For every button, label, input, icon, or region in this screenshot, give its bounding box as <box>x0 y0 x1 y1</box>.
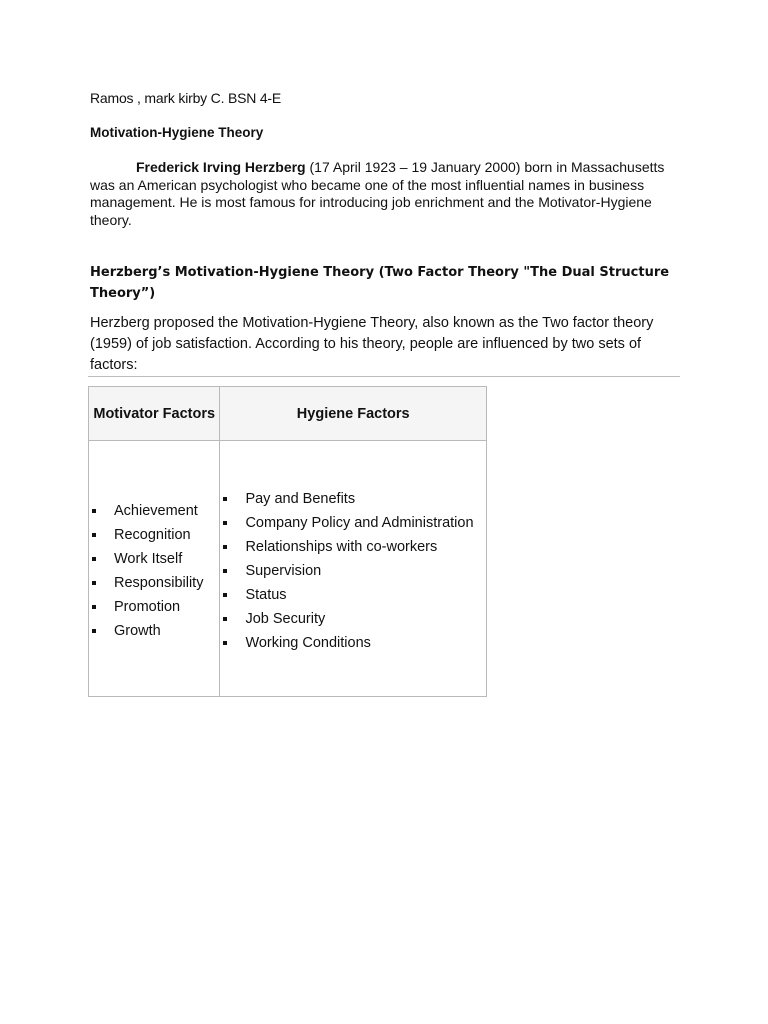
section-heading: Herzberg’s Motivation-Hygiene Theory (Two Factor Theory "The Dual Structure Theory”) <box>90 265 670 301</box>
intro-text: (17 April 1923 – 19 January 2000) born in Massachusetts was an American psychologist who became one of the most influential names in business management. He is most famous for introducing job enrichment and the Motivator-Hygiene theory. <box>90 159 665 228</box>
list-item: Supervision <box>220 559 486 583</box>
list-item: Work Itself <box>89 547 219 571</box>
horizontal-rule <box>88 376 680 377</box>
list-item: Working Conditions <box>220 631 486 655</box>
intro-name: Frederick Irving Herzberg <box>136 159 306 175</box>
list-item: Achievement <box>89 499 219 523</box>
document-title: Motivation-Hygiene Theory <box>90 125 264 140</box>
intro-paragraph <box>90 159 690 229</box>
list-item: Recognition <box>89 523 219 547</box>
motivator-factors-list <box>89 499 219 643</box>
table-header-row <box>89 387 487 441</box>
hygiene-factors-list <box>220 487 486 655</box>
body-paragraph: Herzberg proposed the Motivation-Hygiene Theory, also known as the Two factor theory (1959) of job satisfaction. According to his theory, people are influenced by two sets of factors: <box>90 315 654 373</box>
list-item: Status <box>220 583 486 607</box>
list-item: Job Security <box>220 607 486 631</box>
table-body-row <box>89 441 487 697</box>
list-item: Pay and Benefits <box>220 487 486 511</box>
list-item: Promotion <box>89 595 219 619</box>
list-item: Growth <box>89 619 219 643</box>
list-item: Responsibility <box>89 571 219 595</box>
list-item: Company Policy and Administration <box>220 511 486 535</box>
list-item: Relationships with co-workers <box>220 535 486 559</box>
hygiene-factors-header: Hygiene Factors <box>220 387 487 441</box>
author-line: Ramos , mark kirby C. BSN 4-E <box>90 90 282 106</box>
motivator-factors-header: Motivator Factors <box>89 387 220 441</box>
motivator-factors-cell <box>89 441 220 697</box>
factors-table <box>88 386 487 697</box>
hygiene-factors-cell <box>220 441 487 697</box>
